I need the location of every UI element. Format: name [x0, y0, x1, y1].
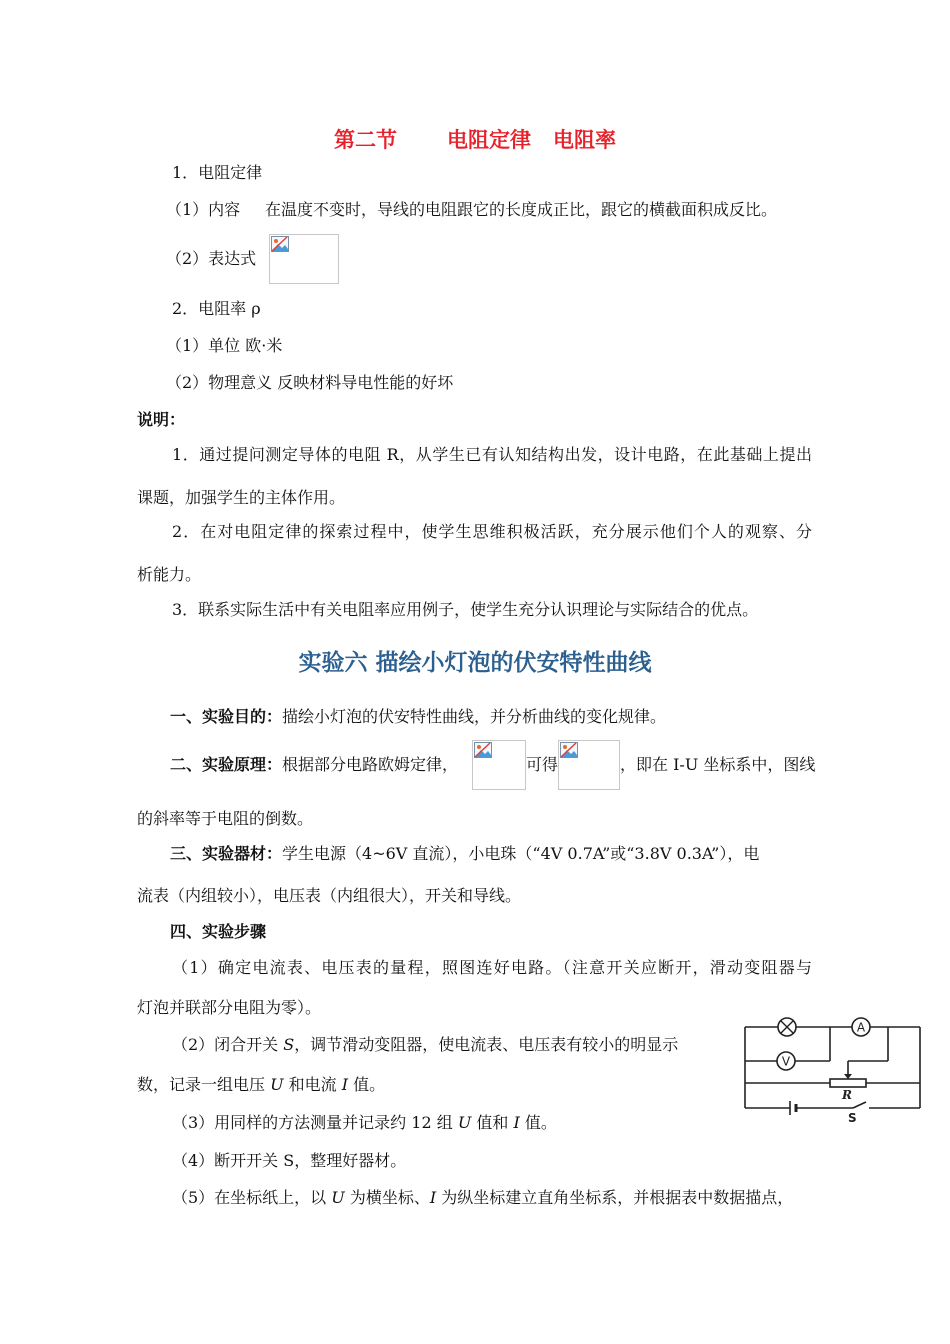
section-title — [0, 124, 950, 154]
step5-current-var: I — [429, 1188, 437, 1207]
purpose-label: 一、实验目的： — [170, 707, 283, 726]
step5-voltage-var: U — [331, 1188, 345, 1207]
switch-blade — [853, 1102, 866, 1108]
step3 — [172, 1112, 557, 1134]
section-title-part2: 电阻定律 — [447, 128, 531, 152]
step3-text-a: （3）用同样的方法测量并记录约 12 组 — [172, 1113, 458, 1132]
item1-sub1-label: （1）内容 — [166, 200, 241, 219]
step2-text-b: ，调节滑动变阻器，使电流表、电压表有较小的明显示 — [294, 1035, 679, 1054]
item2-heading: 2．电阻率 ρ — [172, 299, 261, 318]
rheostat — [830, 1079, 866, 1087]
step1-line2: 灯泡并联部分电阻为零）。 — [137, 998, 322, 1017]
broken-image-icon — [271, 236, 289, 252]
step4: （4）断开开关 S，整理好器材。 — [172, 1151, 407, 1170]
step3-text-c: 值。 — [519, 1113, 557, 1132]
formula-image-placeholder — [472, 740, 526, 790]
note1-line2: 课题，加强学生的主体作用。 — [137, 488, 346, 507]
step5 — [172, 1187, 793, 1209]
rheostat-label: R — [842, 1088, 852, 1102]
formula-image-placeholder — [269, 234, 339, 284]
purpose-text: 描绘小灯泡的伏安特性曲线，并分析曲线的变化规律。 — [282, 707, 667, 726]
switch-label: S — [848, 1111, 857, 1124]
voltmeter-label: V — [781, 1054, 791, 1069]
step2-line2-c: 值。 — [348, 1075, 386, 1094]
broken-image-icon — [560, 742, 578, 758]
circuit-diagram — [738, 1012, 928, 1124]
step2-switch-var: S — [283, 1035, 295, 1054]
step2-line2-a: 数，记录一组电压 — [137, 1075, 271, 1094]
step2-line1 — [172, 1034, 678, 1056]
step2-line2-b: 和电流 — [283, 1075, 342, 1094]
note1-line1: 1．通过提问测定导体的电阻 R，从学生已有认知结构出发，设计电路，在此基础上提出 — [172, 445, 812, 464]
step3-text-b: 值和 — [471, 1113, 514, 1132]
principle-text-c: ，即在 I-U 坐标系中，图线 — [620, 755, 816, 774]
principle-line2: 的斜率等于电阻的倒数。 — [137, 809, 314, 828]
principle-label: 二、实验原理： — [170, 755, 283, 774]
step3-voltage-var: U — [457, 1113, 472, 1132]
notes-heading: 说明： — [137, 410, 186, 429]
note3: 3．联系实际生活中有关电阻率应用例子，使学生充分认识理论与实际结合的优点。 — [172, 600, 759, 619]
principle-text-b: 可得 — [526, 755, 559, 774]
principle-text-a: 根据部分电路欧姆定律， — [282, 755, 459, 774]
section-title-part3: 电阻率 — [553, 128, 616, 152]
item1-heading: 1．电阻定律 — [172, 163, 263, 182]
section-title-part1: 第二节 — [334, 128, 397, 152]
step2-line2 — [137, 1074, 385, 1096]
steps-label: 四、实验步骤 — [170, 922, 267, 941]
step1-line1: （1）确定电流表、电压表的量程，照图连好电路。（注意开关应断开，滑动变阻器与 — [172, 958, 812, 977]
note2-line1: 2．在对电阻定律的探索过程中，使学生思维积极活跃，充分展示他们个人的观察、分 — [172, 522, 812, 541]
note2-line2: 析能力。 — [137, 565, 202, 584]
step5-text-c: 为纵坐标建立直角坐标系，并根据表中数据描点， — [436, 1188, 794, 1207]
step5-text-b: 为横坐标、 — [344, 1188, 430, 1207]
experiment-title: 实验六 描绘小灯泡的伏安特性曲线 — [298, 650, 652, 676]
step5-text-a: （5）在坐标纸上，以 — [172, 1188, 332, 1207]
principle-line-a — [170, 754, 458, 776]
broken-image-icon — [474, 742, 492, 758]
equipment-line — [170, 843, 759, 865]
step2-current-var: I — [341, 1075, 349, 1094]
item2-sub2: （2）物理意义 反映材料导电性能的好坏 — [166, 373, 454, 392]
step3-current-var: I — [513, 1113, 520, 1132]
item1-sub2-label: （2）表达式 — [166, 249, 257, 268]
purpose-line — [170, 706, 666, 728]
formula-image-placeholder — [558, 740, 620, 790]
equipment-text: 学生电源（4~6V 直流），小电珠（“4V 0.7A”或“3.8V 0.3A”），电 — [282, 844, 760, 863]
item2-sub1: （1）单位 欧·米 — [166, 336, 283, 355]
equipment-line2: 流表（内组较小），电压表（内组很大），开关和导线。 — [137, 886, 522, 905]
equipment-label: 三、实验器材： — [170, 844, 283, 863]
item1-sub1-text: 在温度不变时，导线的电阻跟它的长度成正比，跟它的横截面积成反比。 — [265, 200, 778, 219]
step2-text-a: （2）闭合开关 — [172, 1035, 284, 1054]
ammeter-label: A — [856, 1020, 866, 1035]
step2-voltage-var: U — [270, 1075, 284, 1094]
